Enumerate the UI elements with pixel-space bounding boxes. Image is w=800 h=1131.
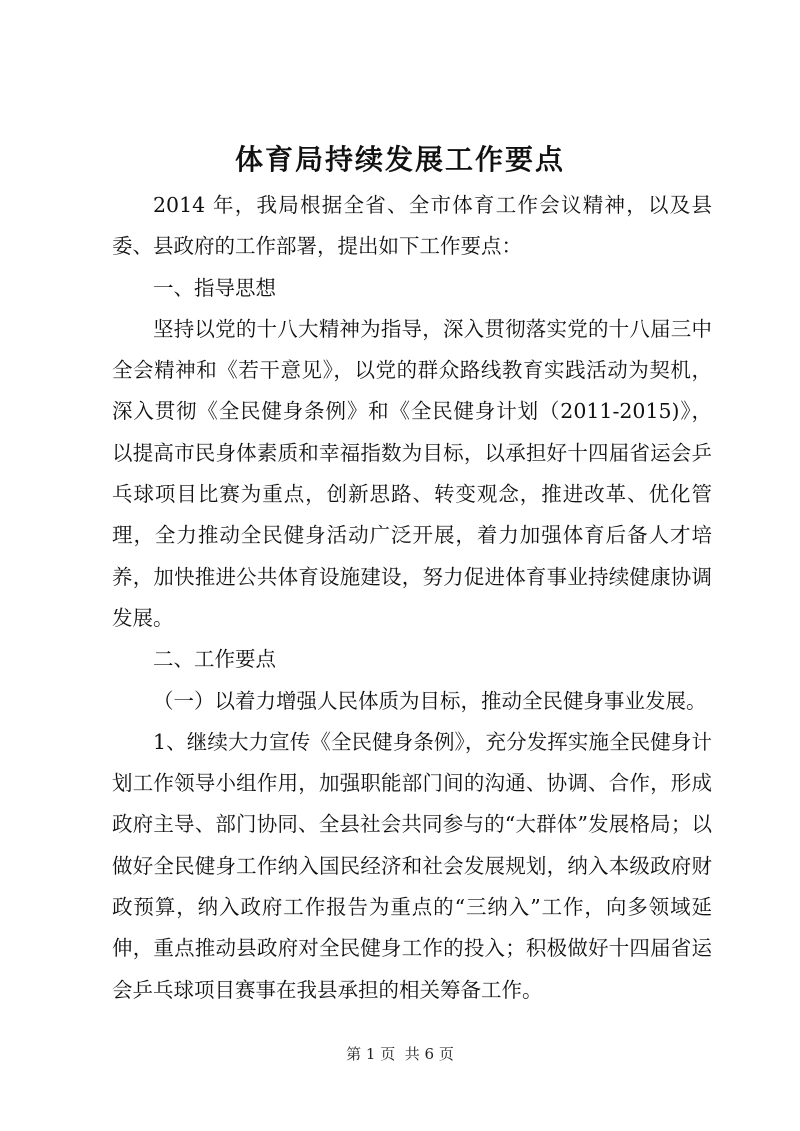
- subheading-fitness: （一）以着力增强人民体质为目标，推动全民健身事业发展。: [153, 688, 707, 713]
- page-footer: [0, 1044, 800, 1064]
- heading-work-points: 二、工作要点: [153, 647, 276, 672]
- document-title: 体育局持续发展工作要点: [234, 143, 565, 176]
- paragraph-item-1: 1、继续大力宣传《全民健身条例》，充分发挥实施全民健身计划工作领导小组作用，加强职能部门间的沟通、协调、合作，形成政府主导、部门协同、全县社会共同参与的“大群体”发展格局；以做好全民健身工作纳入国民经济和社会发展规划，纳入本级政府财政预算，纳入政府工作报告为重点的“三纳入”工作，向多领域延伸，重点推动县政府对全民健身工作的投入；积极做好十四届省运会乒乓球项目赛事在我县承担的相关筹备工作。: [112, 729, 712, 1002]
- document-body: [112, 185, 712, 1011]
- paragraph-intro: 2014 年，我局根据全省、全市体育工作会议精神，以及县委、县政府的工作部署，提出如下工作要点：: [112, 193, 712, 259]
- paragraph-guiding-thought: 坚持以党的十八大精神为指导，深入贯彻落实党的十八届三中全会精神和《若干意见》，以党的群众路线教育实践活动为契机，深入贯彻《全民健身条例》和《全民健身计划（2011-2015)》，以提高市民身体素质和幸福指数为目标，以承担好十四届省运会乒乓球项目比赛为重点，创新思路、转变观念，推进改革、优化管理，全力推动全民健身活动广泛开展，着力加强体育后备人才培养，加快推进公共体育设施建设，努力促进体育事业持续健康协调发展。: [112, 316, 712, 630]
- heading-guiding-thought: 一、指导思想: [153, 275, 276, 300]
- page-number: 第 1 页 共 6 页: [346, 1045, 454, 1063]
